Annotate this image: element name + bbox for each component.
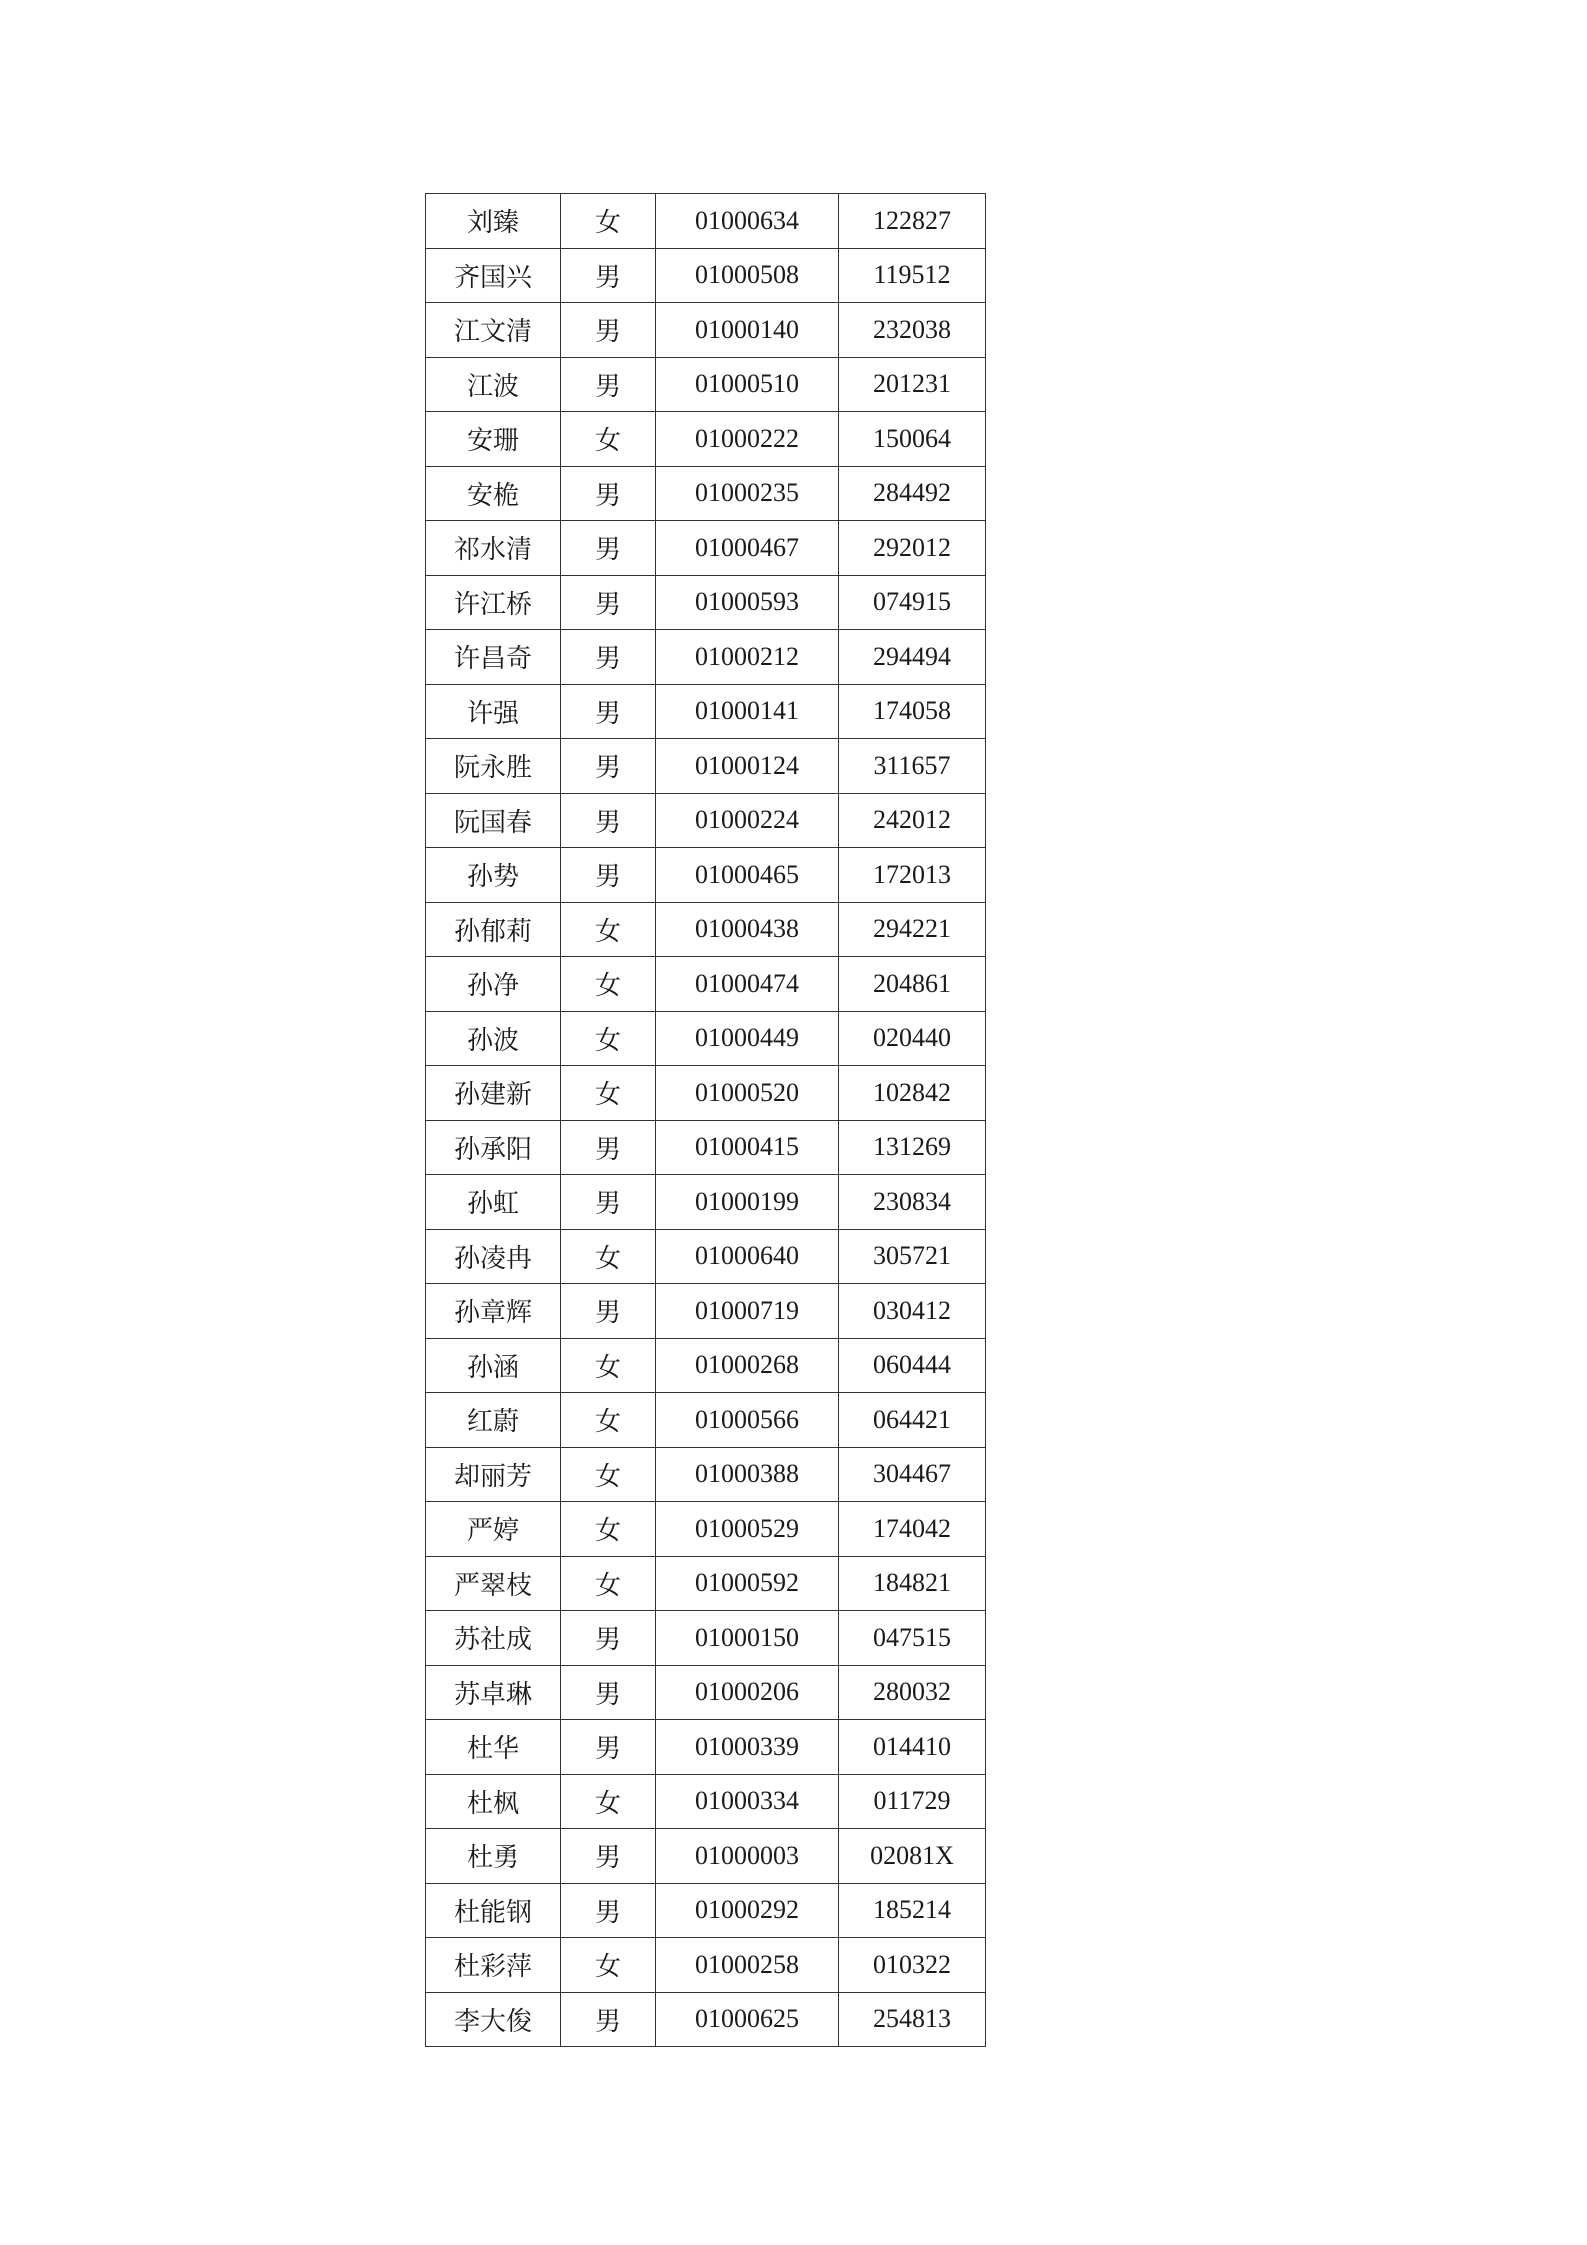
code-cell: 014410 xyxy=(839,1720,986,1775)
gender-cell: 男 xyxy=(561,357,656,412)
table-row xyxy=(426,1066,986,1121)
code-cell: 011729 xyxy=(839,1774,986,1829)
table-row xyxy=(426,1720,986,1775)
gender-cell: 男 xyxy=(561,1120,656,1175)
code-cell: 294221 xyxy=(839,902,986,957)
code-cell: 204861 xyxy=(839,957,986,1012)
gender-cell: 女 xyxy=(561,1774,656,1829)
gender-cell: 男 xyxy=(561,848,656,903)
gender-cell: 女 xyxy=(561,194,656,249)
table-row xyxy=(426,1011,986,1066)
table-row xyxy=(426,793,986,848)
code-cell: 064421 xyxy=(839,1393,986,1448)
gender-cell: 女 xyxy=(561,1447,656,1502)
id-number-cell: 01000224 xyxy=(656,793,839,848)
code-cell: 122827 xyxy=(839,194,986,249)
gender-cell: 女 xyxy=(561,1011,656,1066)
name-cell: 孙净 xyxy=(426,957,561,1012)
id-number-cell: 01000438 xyxy=(656,902,839,957)
table-row xyxy=(426,1393,986,1448)
name-cell: 杜枫 xyxy=(426,1774,561,1829)
code-cell: 230834 xyxy=(839,1175,986,1230)
gender-cell: 女 xyxy=(561,1066,656,1121)
id-number-cell: 01000268 xyxy=(656,1338,839,1393)
gender-cell: 男 xyxy=(561,303,656,358)
id-number-cell: 01000141 xyxy=(656,684,839,739)
name-cell: 苏社成 xyxy=(426,1611,561,1666)
gender-cell: 女 xyxy=(561,1393,656,1448)
id-number-cell: 01000593 xyxy=(656,575,839,630)
code-cell: 150064 xyxy=(839,412,986,467)
code-cell: 174042 xyxy=(839,1502,986,1557)
name-cell: 却丽芳 xyxy=(426,1447,561,1502)
code-cell: 284492 xyxy=(839,466,986,521)
id-number-cell: 01000235 xyxy=(656,466,839,521)
name-cell: 红蔚 xyxy=(426,1393,561,1448)
table-row xyxy=(426,1338,986,1393)
table-row xyxy=(426,1829,986,1884)
code-cell: 060444 xyxy=(839,1338,986,1393)
roster-table-body xyxy=(426,194,986,2047)
table-row xyxy=(426,630,986,685)
table-row xyxy=(426,1284,986,1339)
name-cell: 孙承阳 xyxy=(426,1120,561,1175)
code-cell: 292012 xyxy=(839,521,986,576)
code-cell: 201231 xyxy=(839,357,986,412)
table-row xyxy=(426,957,986,1012)
id-number-cell: 01000520 xyxy=(656,1066,839,1121)
gender-cell: 女 xyxy=(561,1502,656,1557)
table-row xyxy=(426,1665,986,1720)
id-number-cell: 01000510 xyxy=(656,357,839,412)
name-cell: 祁水清 xyxy=(426,521,561,576)
name-cell: 许强 xyxy=(426,684,561,739)
id-number-cell: 01000334 xyxy=(656,1774,839,1829)
code-cell: 184821 xyxy=(839,1556,986,1611)
id-number-cell: 01000640 xyxy=(656,1229,839,1284)
id-number-cell: 01000415 xyxy=(656,1120,839,1175)
code-cell: 074915 xyxy=(839,575,986,630)
name-cell: 阮永胜 xyxy=(426,739,561,794)
table-row xyxy=(426,303,986,358)
table-row xyxy=(426,1938,986,1993)
id-number-cell: 01000150 xyxy=(656,1611,839,1666)
code-cell: 305721 xyxy=(839,1229,986,1284)
id-number-cell: 01000388 xyxy=(656,1447,839,1502)
code-cell: 030412 xyxy=(839,1284,986,1339)
table-row xyxy=(426,848,986,903)
table-row xyxy=(426,1992,986,2047)
name-cell: 孙章辉 xyxy=(426,1284,561,1339)
id-number-cell: 01000719 xyxy=(656,1284,839,1339)
id-number-cell: 01000566 xyxy=(656,1393,839,1448)
gender-cell: 男 xyxy=(561,739,656,794)
gender-cell: 男 xyxy=(561,1611,656,1666)
name-cell: 江文清 xyxy=(426,303,561,358)
name-cell: 杜彩萍 xyxy=(426,1938,561,1993)
name-cell: 李大俊 xyxy=(426,1992,561,2047)
gender-cell: 男 xyxy=(561,1720,656,1775)
name-cell: 严翠枝 xyxy=(426,1556,561,1611)
id-number-cell: 01000508 xyxy=(656,248,839,303)
id-number-cell: 01000339 xyxy=(656,1720,839,1775)
gender-cell: 男 xyxy=(561,1284,656,1339)
code-cell: 174058 xyxy=(839,684,986,739)
name-cell: 孙虹 xyxy=(426,1175,561,1230)
gender-cell: 女 xyxy=(561,1938,656,1993)
name-cell: 杜能钢 xyxy=(426,1883,561,1938)
name-cell: 孙波 xyxy=(426,1011,561,1066)
table-row xyxy=(426,1229,986,1284)
id-number-cell: 01000003 xyxy=(656,1829,839,1884)
table-row xyxy=(426,902,986,957)
gender-cell: 男 xyxy=(561,575,656,630)
table-row xyxy=(426,684,986,739)
table-row xyxy=(426,1556,986,1611)
id-number-cell: 01000634 xyxy=(656,194,839,249)
gender-cell: 女 xyxy=(561,957,656,1012)
gender-cell: 女 xyxy=(561,1556,656,1611)
code-cell: 119512 xyxy=(839,248,986,303)
gender-cell: 男 xyxy=(561,521,656,576)
id-number-cell: 01000625 xyxy=(656,1992,839,2047)
code-cell: 185214 xyxy=(839,1883,986,1938)
table-row xyxy=(426,194,986,249)
table-row xyxy=(426,1175,986,1230)
gender-cell: 男 xyxy=(561,1829,656,1884)
id-number-cell: 01000140 xyxy=(656,303,839,358)
code-cell: 102842 xyxy=(839,1066,986,1121)
code-cell: 254813 xyxy=(839,1992,986,2047)
gender-cell: 男 xyxy=(561,248,656,303)
name-cell: 安桅 xyxy=(426,466,561,521)
table-row xyxy=(426,1774,986,1829)
name-cell: 许江桥 xyxy=(426,575,561,630)
gender-cell: 女 xyxy=(561,902,656,957)
gender-cell: 女 xyxy=(561,1338,656,1393)
id-number-cell: 01000212 xyxy=(656,630,839,685)
code-cell: 020440 xyxy=(839,1011,986,1066)
id-number-cell: 01000467 xyxy=(656,521,839,576)
table-row xyxy=(426,1447,986,1502)
id-number-cell: 01000474 xyxy=(656,957,839,1012)
table-row xyxy=(426,521,986,576)
id-number-cell: 01000449 xyxy=(656,1011,839,1066)
name-cell: 孙涵 xyxy=(426,1338,561,1393)
name-cell: 孙建新 xyxy=(426,1066,561,1121)
name-cell: 杜华 xyxy=(426,1720,561,1775)
roster-table xyxy=(425,193,986,2047)
name-cell: 齐国兴 xyxy=(426,248,561,303)
code-cell: 280032 xyxy=(839,1665,986,1720)
code-cell: 172013 xyxy=(839,848,986,903)
gender-cell: 女 xyxy=(561,412,656,467)
table-row xyxy=(426,412,986,467)
id-number-cell: 01000465 xyxy=(656,848,839,903)
name-cell: 许昌奇 xyxy=(426,630,561,685)
code-cell: 047515 xyxy=(839,1611,986,1666)
name-cell: 刘臻 xyxy=(426,194,561,249)
table-row xyxy=(426,1502,986,1557)
code-cell: 232038 xyxy=(839,303,986,358)
table-row xyxy=(426,1120,986,1175)
code-cell: 294494 xyxy=(839,630,986,685)
id-number-cell: 01000592 xyxy=(656,1556,839,1611)
table-row xyxy=(426,1611,986,1666)
gender-cell: 女 xyxy=(561,1229,656,1284)
name-cell: 苏卓琳 xyxy=(426,1665,561,1720)
name-cell: 安珊 xyxy=(426,412,561,467)
gender-cell: 男 xyxy=(561,1992,656,2047)
id-number-cell: 01000222 xyxy=(656,412,839,467)
gender-cell: 男 xyxy=(561,1883,656,1938)
id-number-cell: 01000124 xyxy=(656,739,839,794)
table-row xyxy=(426,575,986,630)
table-row xyxy=(426,1883,986,1938)
name-cell: 孙郁莉 xyxy=(426,902,561,957)
gender-cell: 男 xyxy=(561,466,656,521)
code-cell: 311657 xyxy=(839,739,986,794)
name-cell: 孙凌冉 xyxy=(426,1229,561,1284)
code-cell: 131269 xyxy=(839,1120,986,1175)
name-cell: 孙势 xyxy=(426,848,561,903)
id-number-cell: 01000258 xyxy=(656,1938,839,1993)
name-cell: 严婷 xyxy=(426,1502,561,1557)
gender-cell: 男 xyxy=(561,1665,656,1720)
gender-cell: 男 xyxy=(561,630,656,685)
id-number-cell: 01000292 xyxy=(656,1883,839,1938)
gender-cell: 男 xyxy=(561,684,656,739)
table-row xyxy=(426,466,986,521)
gender-cell: 男 xyxy=(561,793,656,848)
code-cell: 02081X xyxy=(839,1829,986,1884)
name-cell: 阮国春 xyxy=(426,793,561,848)
id-number-cell: 01000206 xyxy=(656,1665,839,1720)
table-row xyxy=(426,739,986,794)
code-cell: 304467 xyxy=(839,1447,986,1502)
name-cell: 江波 xyxy=(426,357,561,412)
gender-cell: 男 xyxy=(561,1175,656,1230)
code-cell: 242012 xyxy=(839,793,986,848)
table-row xyxy=(426,357,986,412)
name-cell: 杜勇 xyxy=(426,1829,561,1884)
table-row xyxy=(426,248,986,303)
id-number-cell: 01000529 xyxy=(656,1502,839,1557)
id-number-cell: 01000199 xyxy=(656,1175,839,1230)
code-cell: 010322 xyxy=(839,1938,986,1993)
